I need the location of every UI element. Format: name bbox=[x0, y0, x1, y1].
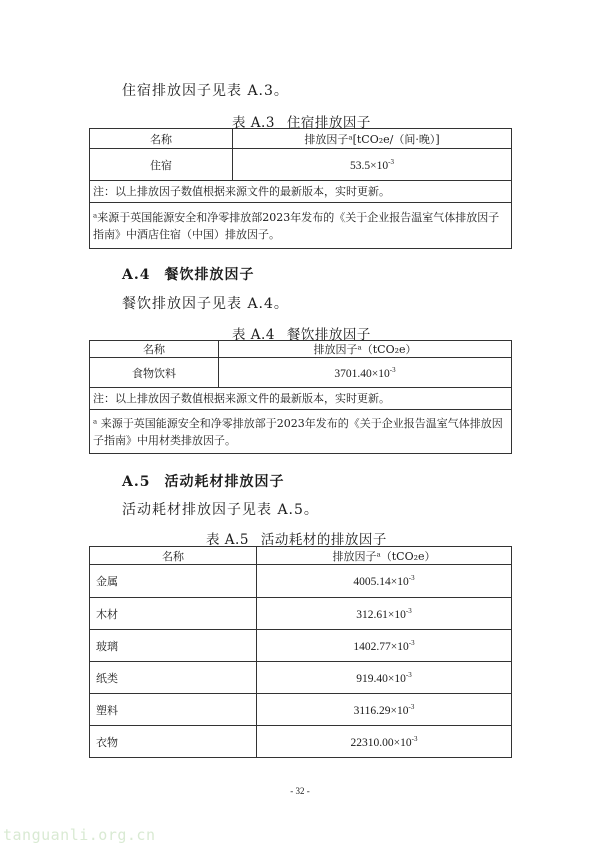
table-a4-note-row bbox=[90, 388, 512, 410]
table-a3-header-row bbox=[90, 129, 512, 149]
table-a3-source-row bbox=[90, 203, 512, 249]
table-a4-source-note: ᵃ 来源于英国能源安全和净零排放部于2023年发布的《关于企业报告温室气体排放因子指南》中用材类排放因子。 bbox=[90, 410, 512, 454]
table-a4-header-row bbox=[90, 341, 512, 358]
table-a5 bbox=[89, 546, 512, 758]
table-a5-cell-name: 纸类 bbox=[90, 662, 257, 694]
table-row bbox=[90, 598, 512, 630]
table-row bbox=[90, 565, 512, 598]
table-a5-cell-name: 衣物 bbox=[90, 726, 257, 758]
section-a4-title: 餐饮排放因子 bbox=[164, 267, 255, 283]
table-row bbox=[90, 630, 512, 662]
table-a5-cell-value: $4005.14\times 10^{-3}$ bbox=[257, 565, 512, 598]
table-a4-cell-value: $3701.40\times 10^{-3}$ bbox=[219, 358, 512, 388]
table-a4-note: 注：以上排放因子数值根据来源文件的最新版本，实时更新。 bbox=[90, 388, 512, 410]
table-a3-caption-title: 住宿排放因子 bbox=[286, 115, 371, 131]
table-a3 bbox=[89, 128, 512, 249]
table-a5-cell-name: 金属 bbox=[90, 565, 257, 598]
table-a3-header-factor: 排放因子ᵃ[tCO₂e/（间·晚）] bbox=[233, 129, 512, 149]
table-row bbox=[90, 726, 512, 758]
table-a3-cell-name: 住宿 bbox=[90, 149, 233, 181]
table-a5-caption-title: 活动耗材的排放因子 bbox=[260, 532, 387, 548]
table-row bbox=[90, 662, 512, 694]
table-a4-header-name: 名称 bbox=[90, 341, 219, 358]
table-a5-header-row bbox=[90, 547, 512, 565]
watermark: tanguanli.org.cn bbox=[3, 826, 156, 844]
section-a5-title: 活动耗材排放因子 bbox=[164, 474, 285, 490]
table-a5-cell-value: $3116.29\times 10^{-3}$ bbox=[257, 694, 512, 726]
table-row bbox=[90, 358, 512, 388]
table-a4-source-row bbox=[90, 410, 512, 454]
table-a5-caption bbox=[206, 528, 387, 548]
table-a4-header-factor: 排放因子ᵃ（tCO₂e） bbox=[219, 341, 512, 358]
table-a4-cell-name: 食物饮料 bbox=[90, 358, 219, 388]
table-row bbox=[90, 694, 512, 726]
table-a5-header-factor: 排放因子ᵃ（tCO₂e） bbox=[257, 547, 512, 565]
table-a3-caption-label: 表 A.3 bbox=[232, 115, 275, 131]
table-a5-cell-value: $1402.77\times 10^{-3}$ bbox=[257, 630, 512, 662]
intro-a4: 餐饮排放因子见表 A.4。 bbox=[122, 296, 289, 312]
section-a5-heading bbox=[122, 471, 284, 491]
table-a5-cell-value: $22310.00\times 10^{-3}$ bbox=[257, 726, 512, 758]
table-a4-caption-label: 表 A.4 bbox=[232, 327, 275, 343]
table-a3-note-row bbox=[90, 181, 512, 203]
table-a5-caption-label: 表 A.5 bbox=[206, 532, 249, 548]
intro-a5: 活动耗材排放因子见表 A.5。 bbox=[122, 502, 319, 518]
table-a5-cell-value: $919.40\times 10^{-3}$ bbox=[257, 662, 512, 694]
table-row bbox=[90, 149, 512, 181]
intro-a3: 住宿排放因子见表 A.3。 bbox=[122, 83, 289, 99]
table-a3-cell-value: $53.5\times 10^{-3}$ bbox=[233, 149, 512, 181]
section-a5-number: A.5 bbox=[122, 474, 151, 490]
table-a5-cell-name: 塑料 bbox=[90, 694, 257, 726]
table-a3-header-name: 名称 bbox=[90, 129, 233, 149]
section-a4-heading bbox=[122, 264, 254, 284]
table-a5-header-name: 名称 bbox=[90, 547, 257, 565]
table-a4 bbox=[89, 340, 512, 454]
table-a5-cell-name: 木材 bbox=[90, 598, 257, 630]
table-a5-cell-name: 玻璃 bbox=[90, 630, 257, 662]
table-a5-cell-value: $312.61\times 10^{-3}$ bbox=[257, 598, 512, 630]
section-a4-number: A.4 bbox=[122, 267, 151, 283]
page-number: - 32 - bbox=[290, 786, 310, 796]
table-a4-caption-title: 餐饮排放因子 bbox=[286, 327, 371, 343]
table-a3-note: 注：以上排放因子数值根据来源文件的最新版本，实时更新。 bbox=[90, 181, 512, 203]
table-a3-source-note: ᵃ来源于英国能源安全和净零排放部2023年发布的《关于企业报告温室气体排放因子指南》中酒店住宿（中国）排放因子。 bbox=[90, 203, 512, 249]
